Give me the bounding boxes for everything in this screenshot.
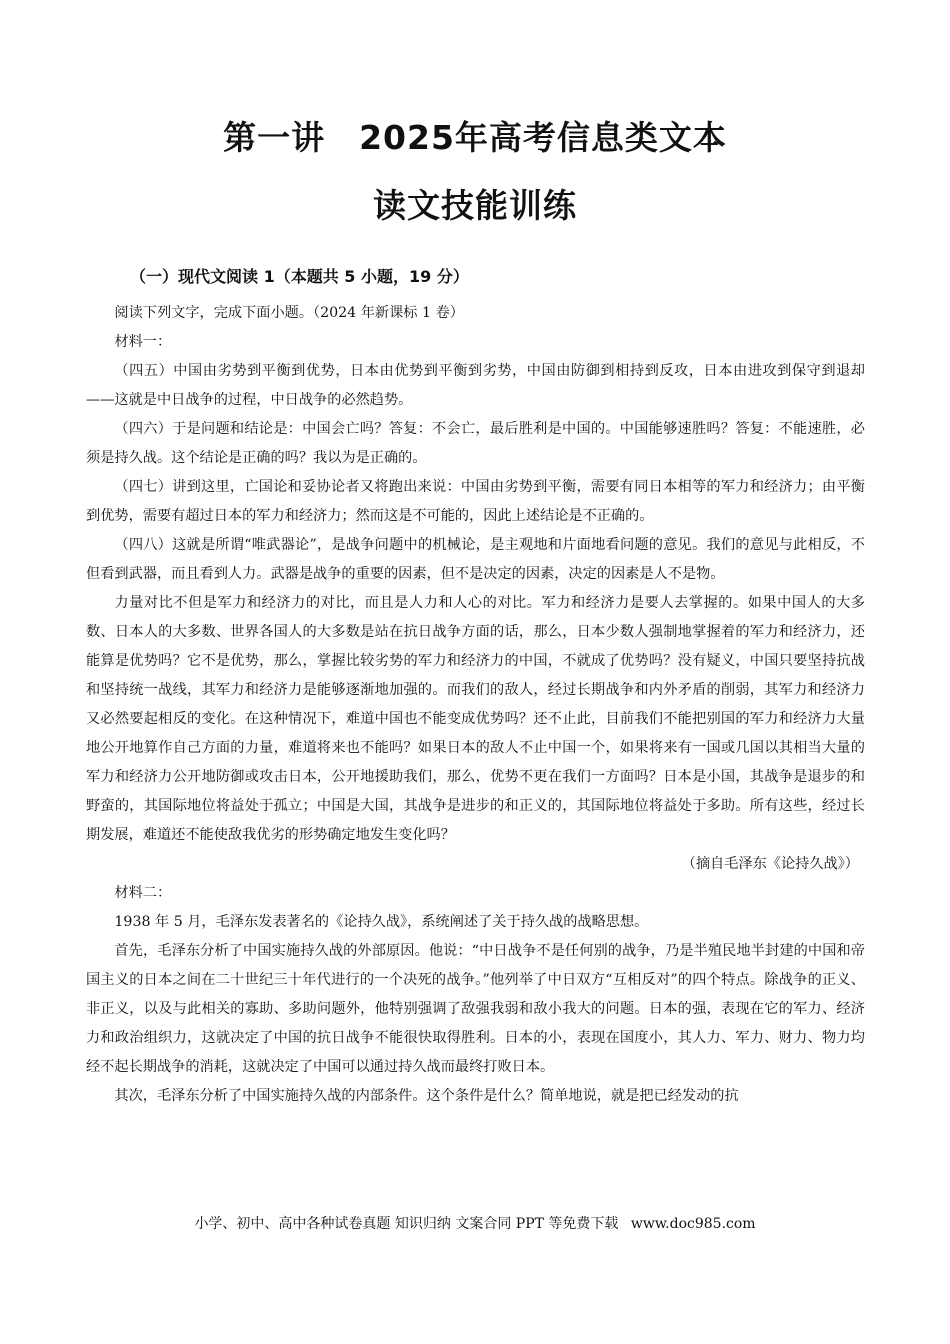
document-body [86, 299, 865, 1111]
paragraph-force-comparison: 力量对比不但是军力和经济力的对比，而且是人力和人心的对比。军力和经济力是要人去掌握的。如果中国人的大多数、日本人的大多数、世界各国人的大多数是站在抗日战争方面的话，那么，日本少数人强制地掌握着的军力和经济力，还能算是优势吗？它不是优势，那么，掌握比较劣势的军力和经济力的中国，不就成了优势吗？没有疑义，中国只要坚持抗战和坚持统一战线，其军力和经济力是能够逐渐地加强的。而我们的敌人，经过长期战争和内外矛盾的削弱，其军力和经济力又必然要起相反的变化。在这种情况下，难道中国也不能变成优势吗？还不止此，目前我们不能把别国的军力和经济力大量地公开地算作自己方面的力量，难道将来也不能吗？如果日本的敌人不止中国一个，如果将来有一国或几国以其相当大量的军力和经济力公开地防御或攻击日本，公开地援助我们，那么，优势不更在我们一方面吗？日本是小国，其战争是退步的和野蛮的，其国际地位将益处于孤立；中国是大国，其战争是进步的和正义的，其国际地位将益处于多助。所有这些，经过长期发展，难道还不能使敌我优劣的形势确定地发生变化吗？ [86, 595, 865, 843]
paragraph-47: （四七）讲到这里，亡国论和妥协论者又将跑出来说：中国由劣势到平衡，需要有同日本相等的军力和经济力；由平衡到优势，需要有超过日本的军力和经济力；然而这是不可能的，因此上述结论是不正确的。 [86, 479, 865, 524]
page-footer [0, 1213, 950, 1233]
page-title-line2: 读文技能训练 [373, 186, 577, 225]
material-label-2: 材料二： [114, 885, 172, 901]
section-heading: （一）现代文阅读 1（本题共 5 小题，19 分） [130, 267, 469, 286]
paragraph-external-causes: 首先，毛泽东分析了中国实施持久战的外部原因。他说：“中日战争不是任何别的战争，乃是半殖民地半封建的中国和帝国主义的日本之间在二十世纪三十年代进行的一个决死的战争。”他列举了中日双方“互相反对”的四个特点。除战争的正义、非正义，以及与此相关的寡助、多助问题外，他特别强调了敌强我弱和敌小我大的问题。日本的强，表现在它的军力、经济力和政治组织力，这就决定了中国的抗日战争不能很快取得胜利。日本的小，表现在国度小，其人力、军力、财力、物力均经不起长期战争的消耗，这就决定了中国可以通过持久战而最终打败日本。 [86, 943, 865, 1075]
paragraph-48: （四八）这就是所谓“唯武器论”，是战争问题中的机械论，是主观地和片面地看问题的意见。我们的意见与此相反，不但看到武器，而且看到人力。武器是战争的重要的因素，但不是决定的因素，决定的因素是人不是物。 [86, 537, 865, 582]
instruction-paragraph: 阅读下列文字，完成下面小题。（2024 年新课标 1 卷） [114, 305, 464, 321]
paragraph-internal-conditions: 其次，毛泽东分析了中国实施持久战的内部条件。这个条件是什么？简单地说，就是把已经发动的抗 [114, 1088, 739, 1104]
paragraph-46: （四六）于是问题和结论是：中国会亡吗？答复：不会亡，最后胜利是中国的。中国能够速胜吗？答复：不能速胜，必须是持久战。这个结论是正确的吗？我以为是正确的。 [86, 421, 865, 466]
footer-url[interactable]: www.doc985.com [630, 1216, 756, 1232]
paragraph-45: （四五）中国由劣势到平衡到优势，日本由优势到平衡到劣势，中国由防御到相持到反攻，日本由进攻到保守到退却——这就是中日战争的过程，中日战争的必然趋势。 [86, 363, 865, 408]
paragraph-1938: 1938 年 5 月，毛泽东发表著名的《论持久战》，系统阐述了关于持久战的战略思想。 [114, 914, 649, 930]
source-citation: （摘自毛泽东《论持久战》） [681, 856, 859, 872]
material-label-1: 材料一： [114, 334, 172, 350]
footer-text: 小学、初中、高中各种试卷真题 知识归纳 文案合同 PPT 等免费下载 [194, 1216, 619, 1232]
page-title-line1: 第一讲 2025年高考信息类文本 [223, 118, 727, 157]
